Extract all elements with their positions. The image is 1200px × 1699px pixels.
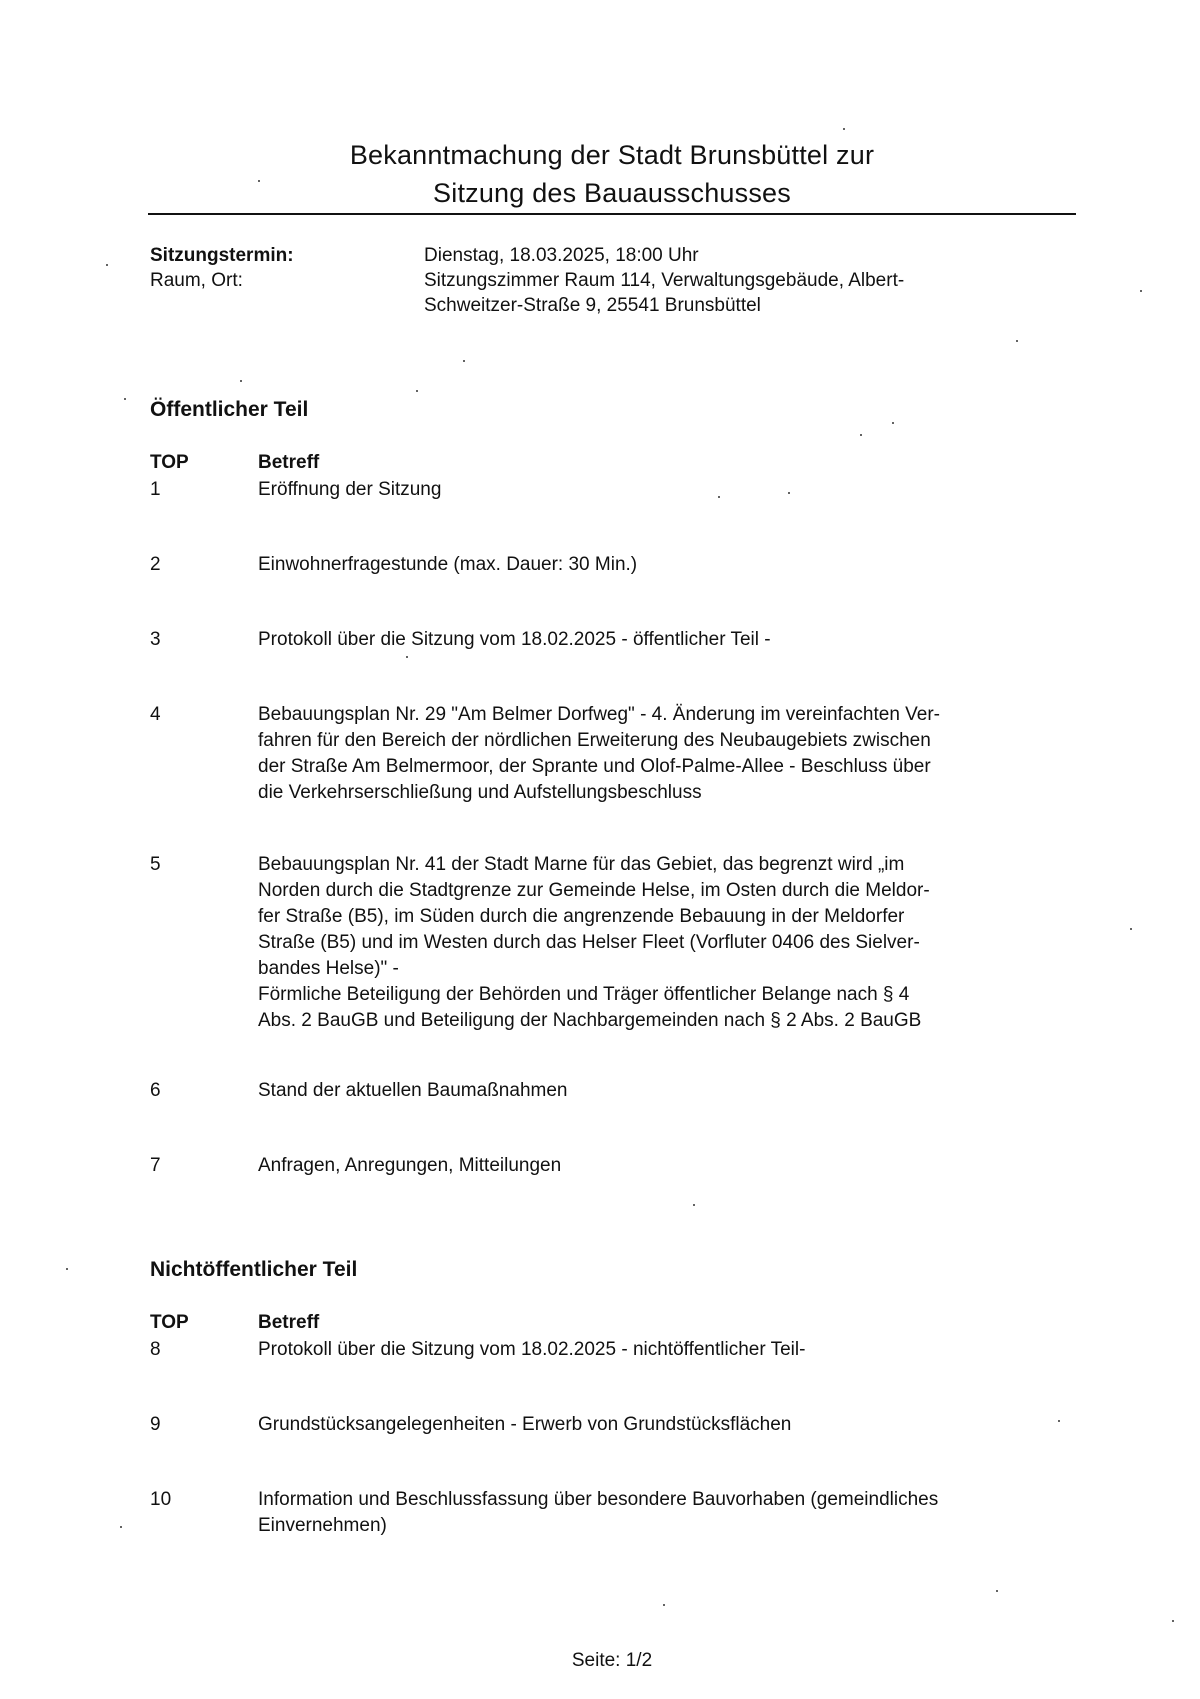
private-col-subject: Betreff: [258, 1312, 320, 1333]
private-column-header: [150, 1312, 319, 1334]
agenda-item-number: 3: [150, 629, 161, 650]
agenda-item-line: Norden durch die Stadtgrenze zur Gemeinde Helse, im Osten durch die Meldor-: [258, 880, 930, 901]
scan-speck: [106, 264, 108, 266]
scan-speck: [416, 390, 418, 392]
public-column-header: [150, 452, 319, 474]
scan-speck: [1058, 1420, 1060, 1422]
scan-speck: [463, 360, 465, 362]
scan-speck: [860, 434, 862, 436]
agenda-item-line: Straße (B5) und im Westen durch das Helser Fleet (Vorfluter 0406 des Sielver-: [258, 932, 920, 953]
agenda-item-number: 10: [150, 1489, 172, 1510]
agenda-item-6: [150, 1078, 1070, 1104]
scan-speck: [843, 128, 845, 130]
meeting-place-label: Raum, Ort:: [150, 270, 243, 291]
scan-speck: [1140, 290, 1142, 292]
meeting-date-value: Dienstag, 18.03.2025, 18:00 Uhr: [424, 245, 699, 266]
agenda-item-line: fer Straße (B5), im Süden durch die angrenzende Bebauung in der Meldorfer: [258, 906, 905, 927]
agenda-item-text: [258, 702, 1070, 806]
agenda-item-number: 7: [150, 1155, 161, 1176]
agenda-item-number: 5: [150, 854, 161, 875]
agenda-item-number: 1: [150, 479, 161, 500]
agenda-item-line: Bebauungsplan Nr. 29 "Am Belmer Dorfweg" - 4. Änderung im vereinfachten Ver-: [258, 704, 941, 725]
scan-speck: [66, 1268, 68, 1270]
meeting-place-row: [150, 268, 1050, 318]
private-section-heading: Nichtöffentlicher Teil: [150, 1258, 358, 1281]
agenda-item-8: [150, 1337, 1070, 1363]
agenda-item-text: Protokoll über die Sitzung vom 18.02.2025 - nichtöffentlicher Teil-: [258, 1339, 806, 1360]
scan-speck: [124, 398, 126, 400]
scan-speck: [1016, 340, 1018, 342]
agenda-item-7: [150, 1153, 1070, 1179]
scan-speck: [693, 1204, 695, 1206]
private-col-top: TOP: [150, 1312, 189, 1333]
scan-speck: [1130, 928, 1132, 930]
agenda-item-9: [150, 1412, 1070, 1438]
agenda-item-number: 4: [150, 704, 161, 725]
agenda-item-number: 2: [150, 554, 161, 575]
title-line-2: Sitzung des Bauausschusses: [433, 178, 791, 208]
meeting-place-line-1: Sitzungszimmer Raum 114, Verwaltungsgebäude, Albert-: [424, 270, 905, 291]
agenda-item-line: Einvernehmen): [258, 1515, 387, 1536]
agenda-item-5: [150, 852, 1070, 1034]
meeting-date-label: Sitzungstermin:: [150, 245, 294, 266]
meeting-place-value: [424, 268, 1050, 318]
scan-speck: [1172, 1620, 1174, 1622]
meeting-date-row: [150, 243, 1050, 268]
agenda-item-4: [150, 702, 1070, 806]
title-line-1: Bekanntmachung der Stadt Brunsbüttel zur: [349, 140, 875, 170]
public-col-subject: Betreff: [258, 452, 320, 473]
agenda-item-line: fahren für den Bereich der nördlichen Erweiterung des Neubaugebiets zwischen: [258, 730, 931, 751]
scan-speck: [120, 1526, 122, 1528]
agenda-item-number: 8: [150, 1339, 161, 1360]
scan-speck: [406, 656, 408, 658]
document-title: [148, 136, 1076, 212]
agenda-item-2: [150, 552, 1070, 578]
agenda-item-1: [150, 477, 1070, 503]
agenda-item-text: [258, 1487, 1070, 1539]
scan-speck: [788, 492, 790, 494]
agenda-item-line: bandes Helse)" -: [258, 958, 399, 979]
agenda-item-line: Abs. 2 BauGB und Beteiligung der Nachbargemeinden nach § 2 Abs. 2 BauGB: [258, 1010, 922, 1031]
meeting-place-line-2: Schweitzer-Straße 9, 25541 Brunsbüttel: [424, 295, 761, 316]
scan-speck: [996, 1590, 998, 1592]
agenda-item-3: [150, 627, 1070, 653]
agenda-item-text: Grundstücksangelegenheiten - Erwerb von Grundstücksflächen: [258, 1414, 792, 1435]
scan-speck: [663, 1604, 665, 1606]
scan-speck: [240, 380, 242, 382]
agenda-item-text: [258, 852, 1070, 1034]
scan-speck: [892, 422, 894, 424]
agenda-item-text: Stand der aktuellen Baumaßnahmen: [258, 1080, 568, 1101]
public-col-top: TOP: [150, 452, 189, 473]
agenda-item-line: Information und Beschlussfassung über besondere Bauvorhaben (gemeindliches: [258, 1489, 939, 1510]
agenda-item-text: Anfragen, Anregungen, Mitteilungen: [258, 1155, 562, 1176]
public-section-heading: Öffentlicher Teil: [150, 398, 309, 421]
title-divider: [148, 213, 1076, 215]
agenda-item-text: Protokoll über die Sitzung vom 18.02.2025 - öffentlicher Teil -: [258, 629, 771, 650]
agenda-item-text: Eröffnung der Sitzung: [258, 479, 442, 500]
meeting-info: [150, 243, 1050, 318]
agenda-item-10: [150, 1487, 1070, 1539]
scan-speck: [258, 180, 260, 182]
scan-speck: [718, 496, 720, 498]
agenda-item-text: Einwohnerfragestunde (max. Dauer: 30 Min.): [258, 554, 638, 575]
agenda-item-number: 6: [150, 1080, 161, 1101]
agenda-item-line: der Straße Am Belmermoor, der Sprante und Olof-Palme-Allee - Beschluss über: [258, 756, 931, 777]
agenda-item-line: Förmliche Beteiligung der Behörden und Träger öffentlicher Belange nach § 4: [258, 984, 910, 1005]
agenda-item-line: die Verkehrserschließung und Aufstellungsbeschluss: [258, 782, 702, 803]
agenda-item-number: 9: [150, 1414, 161, 1435]
agenda-item-line: Bebauungsplan Nr. 41 der Stadt Marne für das Gebiet, das begrenzt wird „im: [258, 854, 905, 875]
page-number: Seite: 1/2: [571, 1650, 653, 1671]
